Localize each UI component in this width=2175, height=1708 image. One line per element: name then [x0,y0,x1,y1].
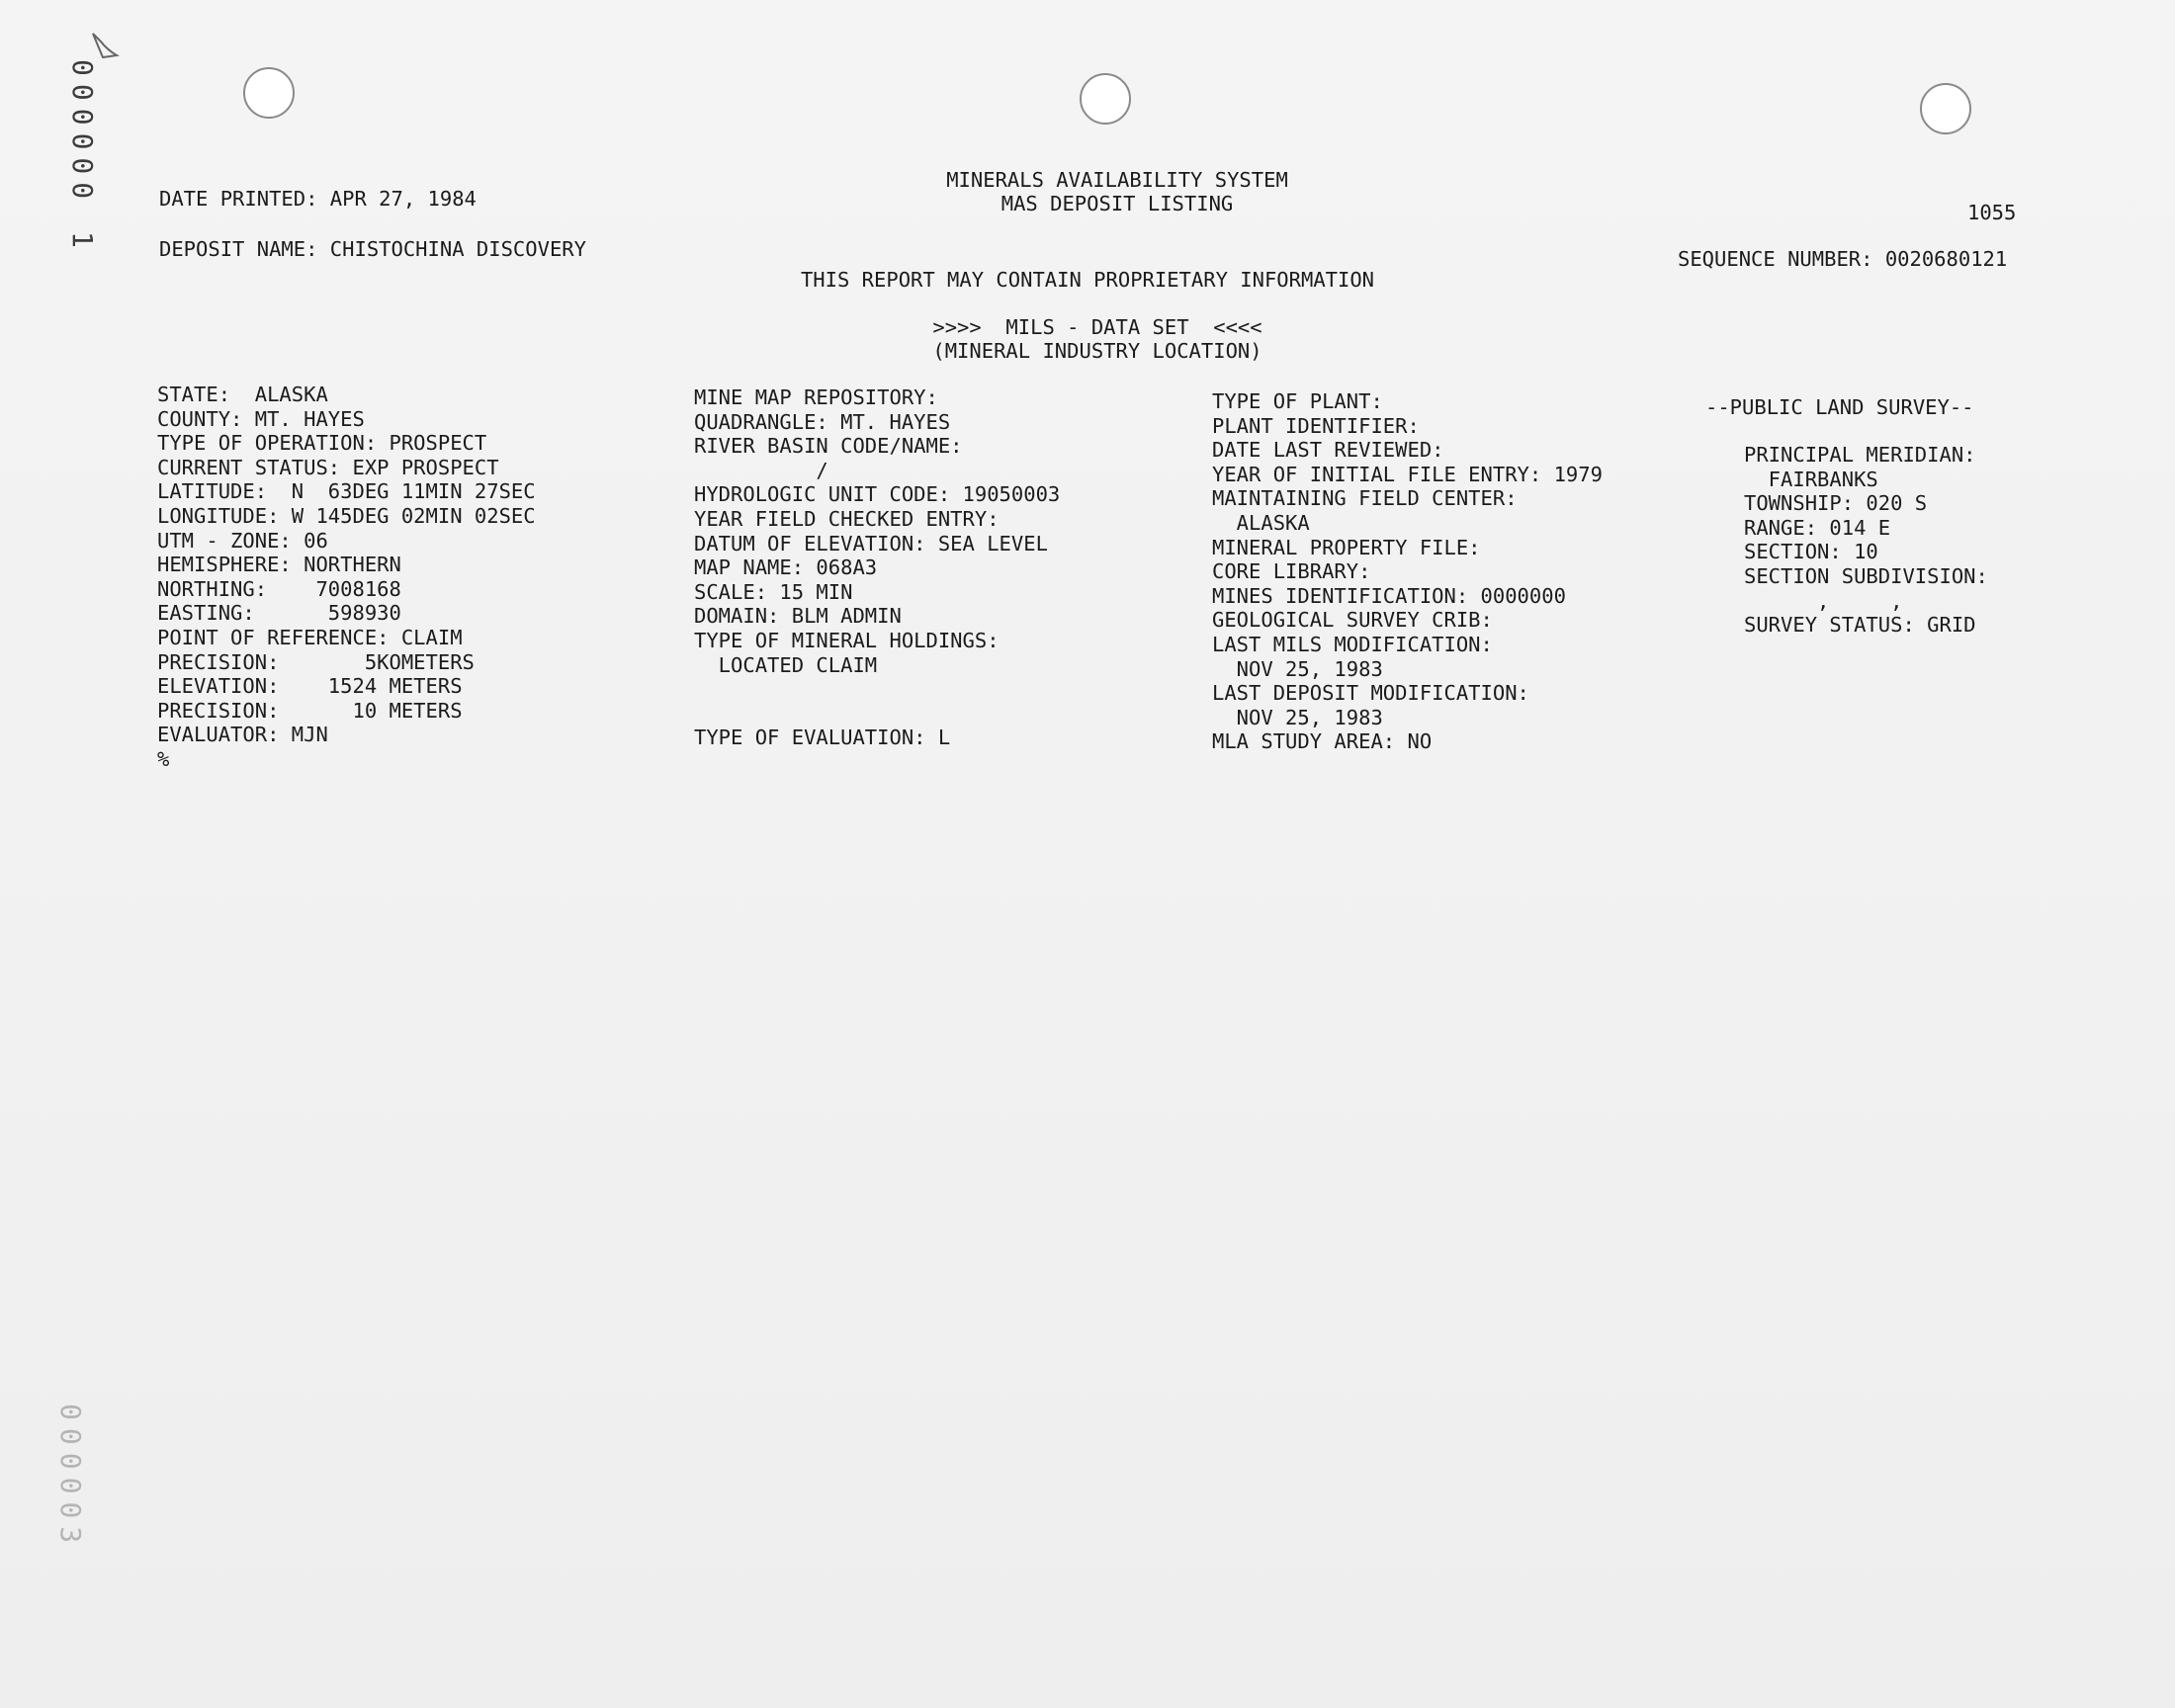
field-river-basin-value: / [694,458,828,482]
system-title: MINERALS AVAILABILITY SYSTEM [946,168,1288,192]
field-type-of-plant: TYPE OF PLANT: [1212,389,1383,413]
field-evaluator: EVALUATOR: MJN [157,723,328,747]
field-range: RANGE: 014 E [1744,515,1891,540]
public-land-survey-heading: --PUBLIC LAND SURVEY-- [1705,395,1974,419]
field-datum-of-elevation: DATUM OF ELEVATION: SEA LEVEL [694,531,1048,555]
page-number: 1055 [1967,201,2017,224]
field-easting: EASTING: 598930 [157,601,401,626]
field-county: COUNTY: MT. HAYES [157,406,365,431]
field-precision-elevation: PRECISION: 10 METERS [157,698,463,723]
location-column [157,383,536,772]
punch-hole-center [1080,73,1131,125]
side-stamp-text: 000000 1 [66,59,99,256]
field-type-of-operation: TYPE OF OPERATION: PROSPECT [157,431,487,456]
data-set-title: >>>> MILS - DATA SET <<<< [932,315,1262,339]
field-state: STATE: ALASKA [157,383,328,406]
land-survey-column [1744,443,1988,638]
field-domain: DOMAIN: BLM ADMIN [694,604,902,629]
listing-title: MAS DEPOSIT LISTING [1000,192,1234,215]
field-point-of-reference: POINT OF REFERENCE: CLAIM [157,625,463,649]
field-last-deposit-modification: LAST DEPOSIT MODIFICATION: [1212,681,1529,706]
field-core-library: CORE LIBRARY: [1212,559,1371,584]
field-hemisphere: HEMISPHERE: NORTHERN [157,553,401,577]
field-township: TOWNSHIP: 020 S [1744,491,1928,516]
field-utm-zone: UTM - ZONE: 06 [157,528,328,553]
field-section-subdivision: SECTION SUBDIVISION: [1744,563,1988,588]
side-stamp-faint-text: 000003 [54,1404,87,1552]
field-plant-identifier: PLANT IDENTIFIER: [1212,413,1420,438]
field-last-mils-modification: LAST MILS MODIFICATION: [1212,632,1493,656]
field-type-of-mineral-holdings: TYPE OF MINERAL HOLDINGS: [694,628,1000,652]
map-column [694,385,1060,750]
field-elevation: ELEVATION: 1524 METERS [157,674,463,699]
field-survey-status: SURVEY STATUS: GRID [1744,613,1976,638]
field-year-field-checked: YEAR FIELD CHECKED ENTRY: [694,506,1000,531]
field-last-deposit-modification-date: NOV 25, 1983 [1212,705,1383,729]
field-latitude: LATITUDE: N 63DEG 11MIN 27SEC [157,479,536,504]
field-section-subdivision-value: , , [1744,588,1903,613]
field-mineral-property-file: MINERAL PROPERTY FILE: [1212,535,1481,559]
data-set-subtitle: (MINERAL INDUSTRY LOCATION) [932,339,1262,363]
field-hydrologic-unit-code: HYDROLOGIC UNIT CODE: 19050003 [694,482,1061,507]
field-mine-map-repository: MINE MAP REPOSITORY: [694,385,938,409]
spacer-line [694,677,1060,702]
field-type-of-evaluation: TYPE OF EVALUATION: L [694,726,951,750]
side-stamp [66,59,138,277]
field-precision-location: PRECISION: 5KOMETERS [157,649,475,674]
field-date-last-reviewed: DATE LAST REVIEWED: [1212,438,1444,463]
field-northing: NORTHING: 7008168 [157,576,401,601]
deposit-name: DEPOSIT NAME: CHISTOCHINA DISCOVERY [159,237,586,261]
field-scale: SCALE: 15 MIN [694,579,853,604]
field-field-center-value: ALASKA [1212,510,1310,535]
field-mines-identification: MINES IDENTIFICATION: 0000000 [1212,583,1566,608]
proprietary-notice: THIS REPORT MAY CONTAIN PROPRIETARY INFORMATION [800,268,1375,292]
corner-pen-mark [87,30,121,63]
field-current-status: CURRENT STATUS: EXP PROSPECT [157,455,499,479]
field-map-name: MAP NAME: 068A3 [694,555,878,580]
field-principal-meridian-value: FAIRBANKS [1744,467,1878,491]
punch-hole-left [243,67,295,119]
field-principal-meridian: PRINCIPAL MERIDIAN: [1744,443,1976,467]
field-maintaining-field-center: MAINTAINING FIELD CENTER: [1212,486,1518,511]
field-river-basin: RIVER BASIN CODE/NAME: [694,434,963,459]
field-geological-survey-crib: GEOLOGICAL SURVEY CRIB: [1212,608,1493,633]
field-mla-study-area: MLA STUDY AREA: NO [1212,729,1433,754]
date-printed: DATE PRINTED: APR 27, 1984 [159,187,477,211]
field-quadrangle: QUADRANGLE: MT. HAYES [694,409,951,434]
side-stamp-faint [54,1404,127,1601]
field-longitude: LONGITUDE: W 145DEG 02MIN 02SEC [157,503,536,528]
plant-column [1212,389,1603,754]
end-marker: % [157,746,170,771]
field-section: SECTION: 10 [1744,540,1878,564]
field-last-mils-modification-date: NOV 25, 1983 [1212,656,1383,681]
spacer-line [694,702,1060,726]
field-year-initial-file-entry: YEAR OF INITIAL FILE ENTRY: 1979 [1212,462,1603,486]
punch-hole-right [1920,83,1971,134]
field-mineral-holdings-value: LOCATED CLAIM [694,652,878,677]
sequence-number: SEQUENCE NUMBER: 0020680121 [1678,247,2008,271]
